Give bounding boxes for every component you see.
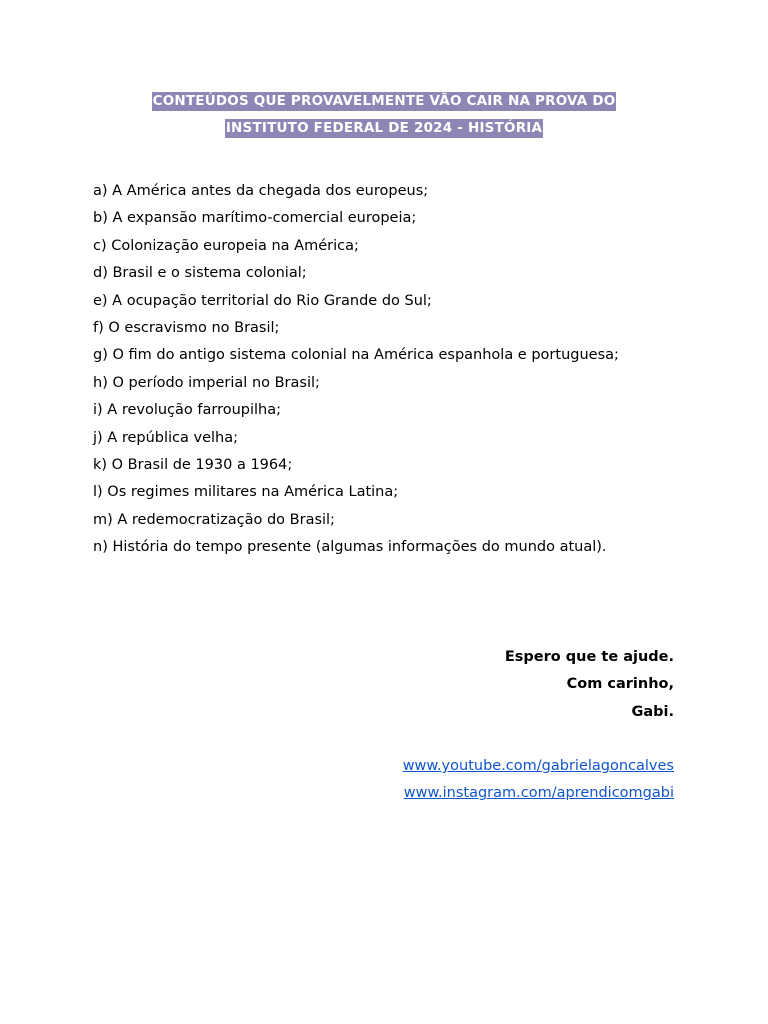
title-line-1: CONTEÚDOS QUE PROVAVELMENTE VÃO CAIR NA PROVA DO — [152, 93, 616, 109]
signoff-closing: Com carinho, — [566, 676, 674, 693]
list-item: l) Os regimes militares na América Latina; — [93, 484, 399, 501]
signoff-block — [505, 644, 674, 726]
youtube-link[interactable]: www.youtube.com/gabrielagoncalves — [402, 758, 674, 774]
list-item: i) A revolução farroupilha; — [93, 402, 282, 419]
list-item: g) O fim do antigo sistema colonial na América espanhola e portuguesa; — [93, 347, 619, 364]
list-item: c) Colonização europeia na América; — [93, 237, 359, 254]
instagram-link[interactable]: www.instagram.com/aprendicomgabi — [403, 785, 674, 802]
title-line-2: INSTITUTO FEDERAL DE 2024 - HISTÓRIA — [225, 120, 543, 136]
signoff-greeting: Espero que te ajude. — [504, 649, 674, 665]
page-title — [0, 86, 768, 140]
list-item: b) A expansão marítimo-comercial europeia; — [93, 210, 417, 227]
topics-list — [93, 178, 619, 561]
links-block — [403, 753, 674, 808]
list-item: a) A América antes da chegada dos europeus; — [93, 183, 429, 199]
list-item: k) O Brasil de 1930 a 1964; — [93, 456, 293, 473]
list-item: d) Brasil e o sistema colonial; — [93, 265, 307, 282]
list-item: f) O escravismo no Brasil; — [93, 319, 280, 336]
list-item: n) História do tempo presente (algumas informações do mundo atual). — [93, 539, 607, 556]
list-item: h) O período imperial no Brasil; — [93, 374, 320, 391]
list-item: e) A ocupação territorial do Rio Grande do Sul; — [93, 292, 432, 309]
signoff-name: Gabi. — [631, 703, 674, 720]
list-item: j) A república velha; — [93, 429, 238, 446]
list-item: m) A redemocratização do Brasil; — [93, 511, 335, 528]
